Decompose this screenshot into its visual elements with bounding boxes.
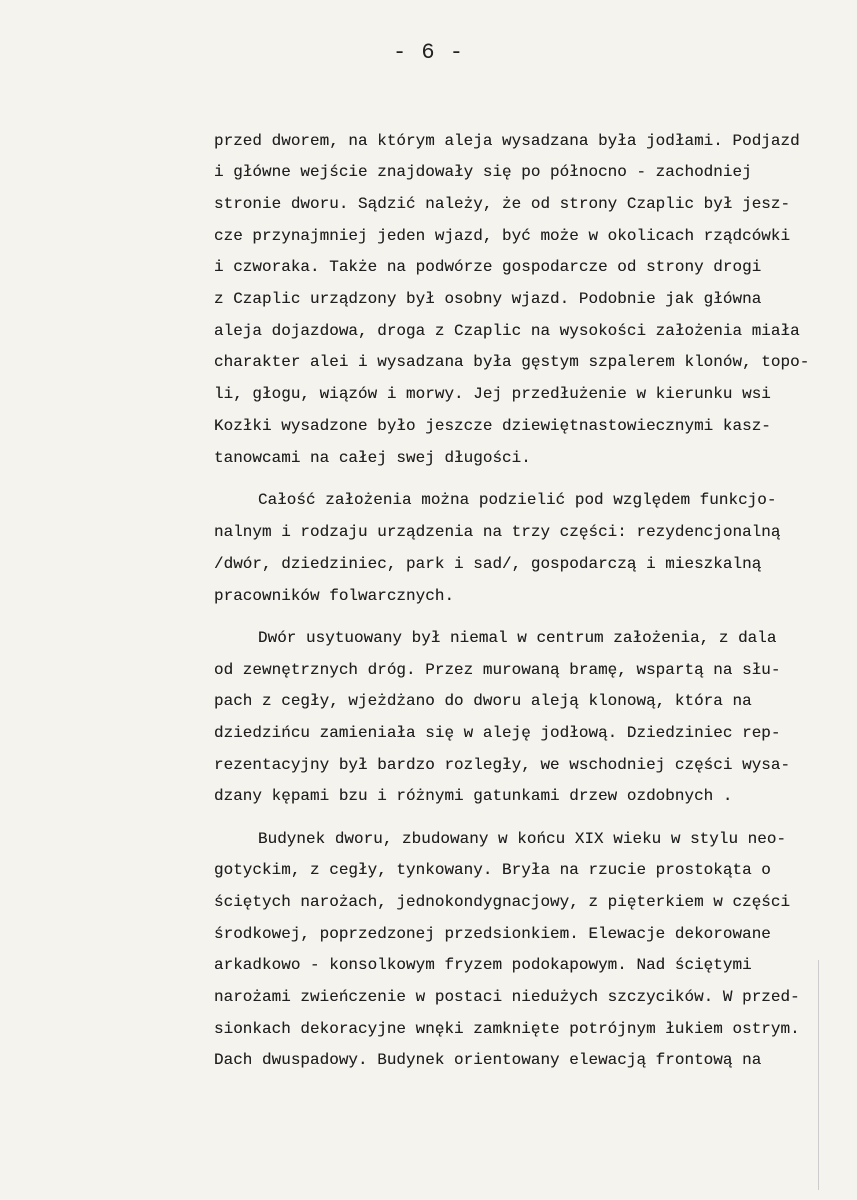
text-line: Budynek dworu, zbudowany w końcu XIX wieku w stylu neo- [258,830,787,848]
text-line: rezentacyjny był bardzo rozległy, we wschodniej części wysa- [214,756,791,774]
text-line: dziedzińcu zamieniała się w aleję jodłową. Dziedziniec rep- [214,724,781,742]
text-line: arkadkowo - konsolkowym fryzem podokapowym. Nad ściętymi [214,956,752,974]
page-number: - 6 - [392,40,464,65]
margin-crease [818,960,819,1190]
text-line: sionkach dekoracyjne wnęki zamknięte potrójnym łukiem ostrym. [214,1020,800,1038]
text-line: środkowej, poprzedzonej przedsionkiem. Elewacje dekorowane [214,925,771,943]
text-line: przed dworem, na którym aleja wysadzana była jodłami. Podjazd [214,132,800,150]
text-line: ściętych narożach, jednokondygnacjowy, z pięterkiem w części [214,893,791,911]
text-line: aleja dojazdowa, droga z Czaplic na wysokości założenia miała [214,322,800,340]
text-line: pach z cegły, wjeżdżano do dworu aleją klonową, która na [214,692,752,710]
text-line: stronie dworu. Sądzić należy, że od strony Czaplic był jesz- [214,195,791,213]
text-line: dzany kępami bzu i różnymi gatunkami drzew ozdobnych . [214,787,733,805]
text-line: Dach dwuspadowy. Budynek orientowany elewacją frontową na [214,1051,762,1069]
text-line: gotyckim, z cegły, tynkowany. Bryła na rzucie prostokąta o [214,861,771,879]
text-line: od zewnętrznych dróg. Przez murowaną bramę, wspartą na słu- [214,661,781,679]
text-line: Dwór usytuowany był niemal w centrum założenia, z dala [258,629,777,647]
text-line: cze przynajmniej jeden wjazd, być może w okolicach rządcówki [214,227,791,245]
text-line: /dwór, dziedziniec, park i sad/, gospodarczą i mieszkalną [214,555,762,573]
text-line: Całość założenia można podzielić pod względem funkcjo- [258,491,777,509]
text-line: z Czaplic urządzony był osobny wjazd. Podobnie jak główna [214,290,762,308]
text-line: pracowników folwarcznych. [214,587,455,605]
text-line: tanowcami na całej swej długości. [214,449,531,467]
text-line: i czworaka. Także na podwórze gospodarcze od strony drogi [214,258,762,276]
text-line: i główne wejście znajdowały się po północno - zachodniej [214,163,752,181]
text-line: li, głogu, wiązów i morwy. Jej przedłużenie w kierunku wsi [214,385,771,403]
text-line: narożami zwieńczenie w postaci niedużych szczycików. W przed- [214,988,800,1006]
text-line: charakter alei i wysadzana była gęstym szpalerem klonów, topo- [214,353,810,371]
text-line: nalnym i rodzaju urządzenia na trzy części: rezydencjonalną [214,523,781,541]
text-line: Kozłki wysadzone było jeszcze dziewiętnastowiecznymi kasz- [214,417,771,435]
